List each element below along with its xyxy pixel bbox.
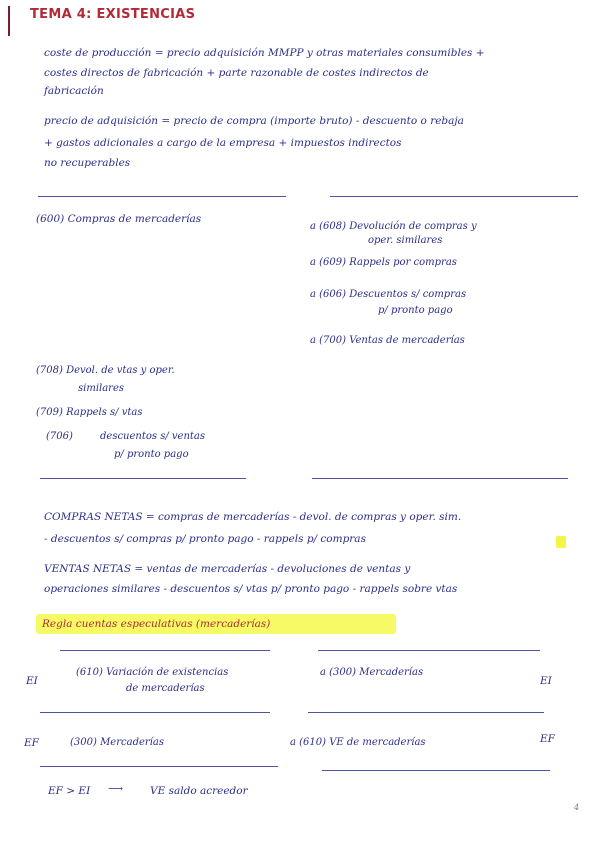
account-708-cont: similares (78, 383, 125, 394)
t-account-rule (60, 650, 270, 651)
account-608: a (608) Devolución de compras y (310, 221, 477, 232)
account-300-credit: a (300) Mercaderías (320, 667, 424, 678)
t-account-rule (38, 196, 286, 197)
account-606: a (606) Descuentos s/ compras (310, 289, 467, 300)
coste-line-1: coste de producción = precio adquisición MMPP y otras materiales consumibles + (44, 47, 485, 59)
account-606-cont: p/ pronto pago (378, 305, 453, 316)
precio-line-1: precio de adquisición = precio de compra (importe bruto) - descuento o rebaja (44, 115, 464, 127)
t-account-rule (318, 650, 540, 651)
ei-label-left: EI (26, 675, 38, 687)
ventas-netas-line-1: VENTAS NETAS = ventas de mercaderías - devoluciones de ventas y (44, 563, 411, 575)
account-706-text: descuentos s/ ventas (100, 431, 205, 442)
precio-line-2: + gastos adicionales a cargo de la empresa + impuestos indirectos (44, 137, 402, 149)
account-709: (709) Rappels s/ vtas (36, 407, 143, 418)
account-610-credit: a (610) VE de mercaderías (290, 737, 426, 748)
account-610: (610) Variación de existencias (76, 667, 229, 678)
t-account-rule (308, 712, 544, 713)
account-608-cont: oper. similares (368, 235, 443, 246)
page-title: TEMA 4: EXISTENCIAS (30, 7, 196, 22)
compras-netas-line-1: COMPRAS NETAS = compras de mercaderías - devol. de compras y oper. sim. (44, 511, 462, 523)
account-600: (600) Compras de mercaderías (36, 213, 202, 225)
account-609: a (609) Rappels por compras (310, 257, 457, 268)
ve-saldo-acreedor: VE saldo acreedor (150, 785, 248, 797)
ef-label-left: EF (24, 737, 39, 749)
ventas-netas-line-2: operaciones similares - descuentos s/ vtas p/ pronto pago - rappels sobre vtas (44, 583, 458, 595)
t-account-rule (40, 712, 270, 713)
ef-gt-ei: EF > EI (48, 785, 91, 797)
account-706-cont: p/ pronto pago (114, 449, 189, 460)
coste-line-3: fabricación (44, 85, 104, 97)
compras-netas-line-2: - descuentos s/ compras p/ pronto pago - rappels p/ compras (44, 533, 366, 545)
account-708: (708) Devol. de vtas y oper. (36, 365, 175, 376)
account-700: a (700) Ventas de mercaderías (310, 335, 465, 346)
t-account-rule (322, 770, 550, 771)
ef-label-right: EF (540, 733, 555, 745)
account-706: (706) (46, 431, 73, 442)
coste-line-2: costes directos de fabricación + parte razonable de costes indirectos de (44, 67, 429, 79)
regla-heading: Regla cuentas especulativas (mercaderías) (42, 618, 271, 630)
t-account-rule (40, 478, 246, 479)
page-number: 4 (574, 803, 580, 812)
account-610-cont: de mercaderías (126, 683, 205, 694)
margin-line (8, 6, 10, 36)
t-account-rule (40, 766, 278, 767)
t-account-rule (330, 196, 578, 197)
highlight-mark (556, 536, 566, 548)
t-account-rule (312, 478, 568, 479)
account-300-debit: (300) Mercaderías (70, 737, 164, 748)
precio-line-3: no recuperables (44, 157, 131, 169)
arrow-right-icon: ⟶ (108, 783, 124, 795)
ei-label-right: EI (540, 675, 552, 687)
